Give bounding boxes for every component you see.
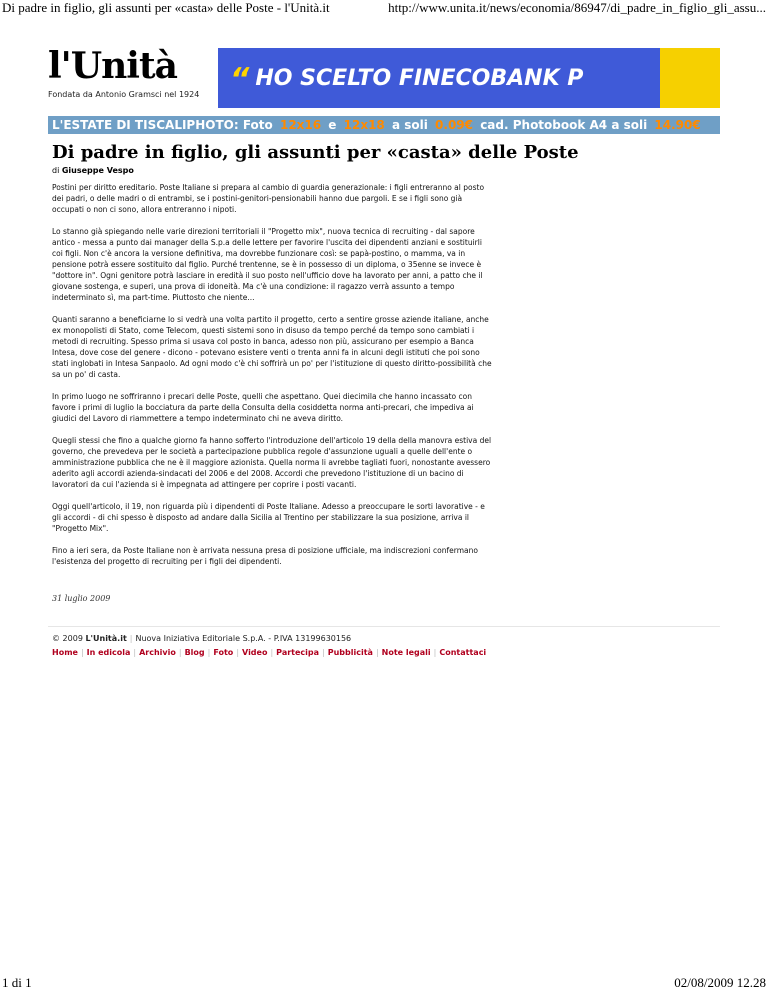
copyright-prefix: © 2009 bbox=[52, 634, 83, 643]
separator: | bbox=[133, 648, 137, 657]
article-author: Giuseppe Vespo bbox=[61, 166, 134, 175]
tiscali-ad-and: e bbox=[328, 118, 337, 132]
tiscali-ad-cad: cad. Photobook A4 a soli bbox=[480, 118, 648, 132]
footer-link-contattaci[interactable]: Contattaci bbox=[439, 648, 487, 657]
print-footer bbox=[0, 975, 768, 993]
footer-link-home[interactable]: Home bbox=[52, 648, 78, 657]
article-date: 31 luglio 2009 bbox=[52, 594, 111, 603]
footer-link-foto[interactable]: Foto bbox=[213, 648, 234, 657]
site-logo[interactable] bbox=[48, 45, 208, 99]
article-paragraph: Fino a ieri sera, da Poste Italiane non è arrivata nessuna presa di posizione ufficiale, ma indiscrezioni confermano l'esistenza del progetto di recruiting per i figli dei dipendenti. bbox=[52, 546, 478, 566]
copyright-company: Nuova Iniziativa Editoriale S.p.A. - P.IVA 13199630156 bbox=[135, 634, 352, 643]
article-paragraph: Postini per diritto ereditario. Poste Italiane si prepara al cambio di guardia generazionale: i figli entreranno al posto dei padri, o delle madri o di entrambi, se i postini-genitori-pensionabili hanno due pargoli. E se i figli sono già occupati o non ci sono, allora entreranno i nipoti. bbox=[52, 183, 485, 214]
byline-prefix: di bbox=[52, 166, 60, 175]
tiscali-ad-size1: 12x16 bbox=[279, 118, 322, 132]
separator: | bbox=[433, 648, 437, 657]
separator: | bbox=[207, 648, 211, 657]
separator: | bbox=[322, 648, 325, 657]
logo-tagline: Fondata da Antonio Gramsci nel 1924 bbox=[48, 90, 200, 99]
tiscali-ad-banner[interactable] bbox=[48, 116, 720, 134]
footer-link-partecipa[interactable]: Partecipa bbox=[276, 648, 320, 657]
footer-nav bbox=[52, 648, 486, 657]
finecobank-ad-banner[interactable] bbox=[218, 48, 720, 108]
separator: | bbox=[80, 648, 84, 657]
print-page-number: 1 di 1 bbox=[2, 975, 32, 990]
separator: | bbox=[375, 648, 379, 657]
tiscali-ad-at-only: a soli bbox=[391, 118, 428, 132]
print-page-url: http://www.unita.it/news/economia/86947/di_padre_in_figlio_gli_assu... bbox=[388, 0, 766, 15]
footer-link-note-legali[interactable]: Note legali bbox=[381, 648, 431, 657]
print-header bbox=[0, 0, 768, 18]
footer-link-archivio[interactable]: Archivio bbox=[139, 648, 176, 657]
copyright-brand: L'Unità.it bbox=[85, 634, 127, 643]
article-paragraph: Quanti saranno a beneficiarne lo si vedrà una volta partito il progetto, certo a sentire grosse aziende italiane, anche ex monopolisti di Stato, come Telecom, questi sistemi sono in disuso da tempo perché da tempo sono cambiati i metodi di recruiting. Spesso prima si usava col posto in banca, adesso non più, assicurano per esempio a Banca Intesa, dove cose del genere - dicono - potevano esistere venti o trenta anni fa in alcuni degli istituti che poi sono stati inglobati in Intesa Sanpaolo. Ad ogni modo c'è chi soffrirà un po' per l'istituzione di questo diritto-possibilità che sa un po' di casta. bbox=[52, 315, 492, 379]
footer-link-blog[interactable]: Blog bbox=[184, 648, 205, 657]
footer-divider bbox=[48, 626, 720, 627]
tiscali-ad-size2: 12x18 bbox=[343, 118, 385, 132]
ad-text bbox=[230, 62, 583, 97]
tiscali-ad-text: L'ESTATE DI TISCALIPHOTO: Foto bbox=[52, 118, 273, 132]
ad-yellow-strip bbox=[660, 48, 720, 108]
separator: | bbox=[236, 648, 240, 657]
quote-mark-icon: “ bbox=[230, 62, 250, 97]
article-body bbox=[52, 182, 492, 578]
article-paragraph: Lo stanno già spiegando nelle varie direzioni territoriali il "Progetto mix", nuova tecnica di recruiting - dal sapore antico - messa a punto dai manager della S.p.a delle lettere per favorire l'uscita dei dipendenti anziani e sostituirli coi figli. Non c'è ancora la versione definitiva, ma dovrebbe funzionare così: se papà-postino, o mamma, va in pensione potrà essere sostituito dal figlio. Purché trentenne, se è in possesso di un diploma, o 35enne se invece è "dottore in". Ogni genitore potrà lasciare in eredità il suo posto nell'ufficio dove ha lavorato per anni, a patto che il giovane sostenga, e superi, una prova di idoneità. Ma c'è una condizione: il ragazzo verrà assunto a tempo indeterminato sì, ma part-time. Piuttosto che niente... bbox=[52, 227, 483, 302]
logo-wordmark[interactable]: l'Unità bbox=[48, 45, 177, 87]
separator: | bbox=[270, 648, 274, 657]
tiscali-ad-price2: 14.90€ bbox=[654, 118, 701, 132]
article-paragraph: Oggi quell'articolo, il 19, non riguarda più i dipendenti di Poste Italiane. Adesso a preoccupare le sorti lavorative - e gli accordi - di chi spesso è disposto ad andare dalla Sicilia al Trentino per stabilizzare la sua posizione, arriva il "Progetto Mix". bbox=[52, 502, 485, 533]
copyright-line bbox=[52, 634, 351, 643]
footer-link-in-edicola[interactable]: In edicola bbox=[86, 648, 131, 657]
separator: | bbox=[129, 634, 133, 643]
separator: | bbox=[178, 648, 182, 657]
footer-link-pubblicita[interactable]: Pubblicità bbox=[327, 648, 373, 657]
footer-link-video[interactable]: Video bbox=[242, 648, 268, 657]
article-byline bbox=[52, 166, 134, 175]
ad-headline: HO SCELTO FINECOBANK P bbox=[255, 66, 584, 91]
article-title: Di padre in figlio, gli assunti per «casta» delle Poste bbox=[52, 142, 579, 163]
print-timestamp: 02/08/2009 12.28 bbox=[674, 975, 766, 990]
print-page-title: Di padre in figlio, gli assunti per «casta» delle Poste - l'Unità.it bbox=[2, 0, 330, 15]
tiscali-ad-price1: 0.09€ bbox=[435, 118, 473, 132]
article-paragraph: Quegli stessi che fino a qualche giorno fa hanno sofferto l'introduzione dell'articolo 19 della della manovra estiva del governo, che prevedeva per le società a partecipazione pubblica regole d'assunzione uguali a quelle dell'ente o amministrazione pubblica che ne è il maggiore azionista. Quella norma li avrebbe tagliati fuori, nonostante avessero aderito agli accordi azienda-sindacati del 2006 e del 2008. Accordi che prevedono l'istituzione di un bacino di lavoratori da cui l'azienda si è impegnata ad attingere per coprire i posti vacanti. bbox=[52, 436, 492, 489]
article-paragraph: In primo luogo ne soffriranno i precari delle Poste, quelli che aspettano. Quei diecimila che hanno incassato con favore i primi di luglio la bocciatura da parte della Consulta della cosiddetta norma anti-precari, che impediva ai giudici del Lavoro di riammettere a tempo indeterminato chi ne aveva diritto. bbox=[52, 392, 474, 423]
